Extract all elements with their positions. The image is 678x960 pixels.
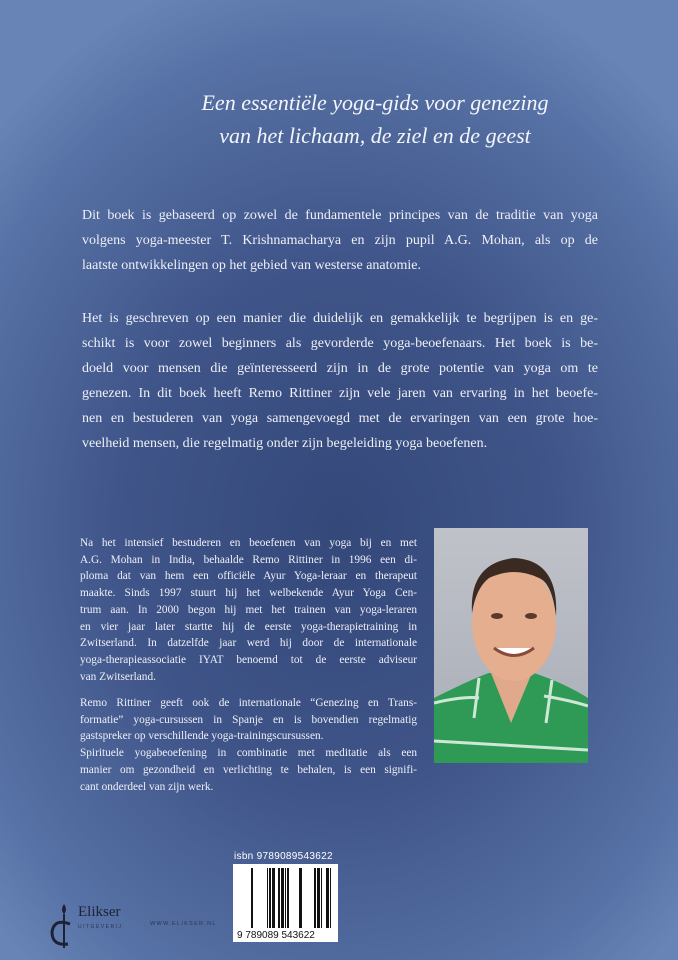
barcode-bar (287, 868, 289, 928)
barcode-bar (267, 868, 268, 928)
text-line: veelheid mensen, die regelmatig onder zijn begeleiding yoga beoefenen. (82, 436, 488, 451)
text-line: yoga-therapieassociatie IYAT benoemd tot de eerste adviseur (80, 653, 417, 666)
publisher-logo (44, 900, 144, 950)
cover-tagline (90, 86, 660, 152)
text-line: schikt is voor zowel beginners als gevorderde yoga-beoefenaars. Het boek is be- (82, 336, 598, 351)
barcode-bar (278, 868, 280, 928)
text-line: Het is geschreven op een manier die duidelijk en gemakkelijk te begrijpen is en ge- (82, 311, 598, 326)
text-line: cant onderdeel van zijn werk. (80, 780, 214, 793)
text-line: Zwitserland. In datzelfde jaar werd hij door de internationale (80, 637, 417, 650)
text-line: trum aan. In 2000 begon hij met het trainen van yoga-leraren (80, 603, 417, 616)
text-line: nen en bestuderen van yoga samengevoegd met de ervaringen van een grote hoe- (82, 411, 598, 426)
text-line: Remo Rittiner geeft ook de internationale “Genezing en Trans- (80, 697, 417, 709)
text-line: maakte. Sinds 1997 stuurt hij het welbekende Ayur Yoga Cen- (80, 587, 417, 600)
text-line: volgens yoga-meester T. Krishnamacharya en zijn pupil A.G. Mohan, als op de (82, 233, 598, 248)
barcode-bar (251, 868, 253, 928)
publisher-subtitle: UITGEVERIJ (78, 924, 123, 930)
isbn-label: isbn 9789089543622 (234, 851, 333, 862)
text-line: ploma dat van hem een officiële Ayur Yoga-leraar en therapeut (80, 570, 417, 583)
author-bio-paragraph-2 (80, 695, 417, 795)
text-line: Dit boek is gebaseerd op zowel de fundamentele principes van de traditie van yoga (82, 208, 598, 223)
barcode-bar (285, 868, 286, 928)
barcode-bar (317, 868, 320, 928)
publisher-emblem-icon (44, 900, 78, 950)
barcode (233, 864, 338, 942)
text-line: genezen. In dit boek heeft Remo Rittiner zijn vele jaren van ervaring in het beoefe- (82, 386, 598, 401)
text-line: gastspreker op verschillende yoga-trainingscursussen. (80, 730, 324, 743)
barcode-bar (272, 868, 275, 928)
intro-paragraph-1 (82, 203, 598, 278)
publisher-name: Elikser (78, 904, 121, 920)
text-line: manier om gezondheid en verlichting te behalen, is een signifi- (80, 763, 417, 776)
barcode-bar (314, 868, 316, 928)
text-line: A.G. Mohan in India, behaalde Remo Rittiner in 1996 een di- (80, 553, 417, 566)
intro-paragraph-2 (82, 306, 598, 456)
barcode-bar (269, 868, 271, 928)
barcode-number: 9 789089 543622 (237, 930, 315, 941)
text-line: van Zwitserland. (80, 670, 156, 683)
tagline-line: Een essentiële yoga-gids voor genezing (201, 90, 549, 115)
author-photo (434, 528, 588, 763)
text-line: en vier jaar later startte hij de eerste yoga-therapietraining in (80, 620, 417, 633)
text-line: Spirituele yogabeoefening in combinatie met meditatie als een (80, 747, 417, 760)
barcode-bar (326, 868, 329, 928)
text-line: doeld voor mensen die geïnteresseerd zijn in de grote potentie van yoga om te (82, 361, 598, 376)
text-line: Na het intensief bestuderen en beoefenen van yoga bij en met (80, 537, 417, 549)
publisher-website: WWW.ELIKSER.NL (150, 921, 217, 927)
text-line: formatie” yoga-cursussen in Spanje en is bovendien regelmatig (80, 713, 417, 726)
tagline-line: van het lichaam, de ziel en de geest (219, 123, 531, 148)
barcode-bar (321, 868, 322, 928)
barcode-bar (299, 868, 302, 928)
text-line: laatste ontwikkelingen op het gebied van westerse anatomie. (82, 258, 422, 273)
author-bio-paragraph-1 (80, 535, 417, 685)
barcode-bar (281, 868, 284, 928)
barcode-bar (330, 868, 331, 928)
